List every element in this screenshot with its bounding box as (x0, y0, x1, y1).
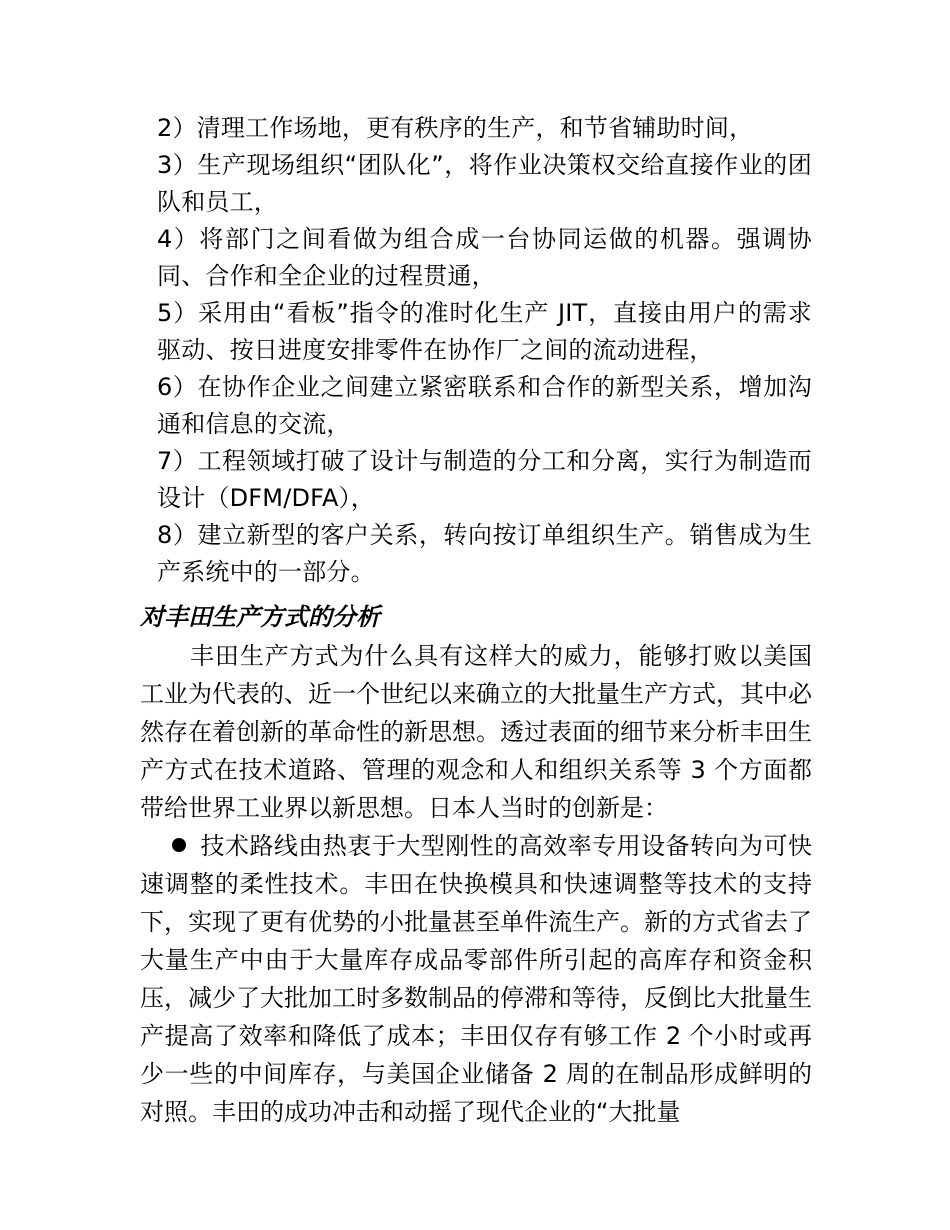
list-item-6: 6）在协作企业之间建立紧密联系和合作的新型关系，增加沟通和信息的交流， (157, 373, 812, 438)
list-item-7: 7）工程领域打破了设计与制造的分工和分离，实行为制造而设计（DFM/DFA）， (157, 447, 812, 512)
bullet-paragraph (140, 827, 812, 1131)
intro-paragraph: 丰田生产方式为什么具有这样大的威力，能够打败以美国工业为代表的、近一个世纪以来确立的大批量生产方式，其中必然存在着创新的革命性的新思想。透过表面的细节来分析丰田生产方式在技术道路、管理的观念和人和组织关系等 3 个方面都带给世界工业界以新思想。日本人当时的创新是： (140, 642, 812, 822)
bullet-dot-icon (172, 838, 186, 852)
document-body (140, 110, 812, 1131)
bullet-text: 技术路线由热衷于大型刚性的高效率专用设备转向为可快速调整的柔性技术。丰田在快换模具和快速调整等技术的支持下，实现了更有优势的小批量甚至单件流生产。新的方式省去了大量生产中由于大量库存成品零部件所引起的高库存和资金积压，减少了大批加工时多数制品的停滞和等待，反倒比大批量生产提高了效率和降低了成本；丰田仅存有够工作 2 个小时或再少一些的中间库存，与美国企业储备 2 周的在制品形成鲜明的对照。丰田的成功冲击和动摇了现代企业的“大批量 (140, 832, 812, 1126)
list-item-8: 8）建立新型的客户关系，转向按订单组织生产。销售成为生产系统中的一部分。 (157, 521, 812, 586)
list-item-3: 3）生产现场组织“团队化”，将作业决策权交给直接作业的团队和员工， (157, 151, 812, 216)
list-item-5: 5）采用由“看板”指令的准时化生产 JIT，直接由用户的需求驱动、按日进度安排零件在协作厂之间的流动进程， (157, 299, 812, 364)
list-item-4: 4）将部门之间看做为组合成一台协同运做的机器。强调协同、合作和全企业的过程贯通， (157, 225, 812, 290)
section-heading: 对丰田生产方式的分析 (140, 603, 380, 631)
list-item-2: 2）清理工作场地，更有秩序的生产，和节省辅助时间， (157, 114, 754, 142)
